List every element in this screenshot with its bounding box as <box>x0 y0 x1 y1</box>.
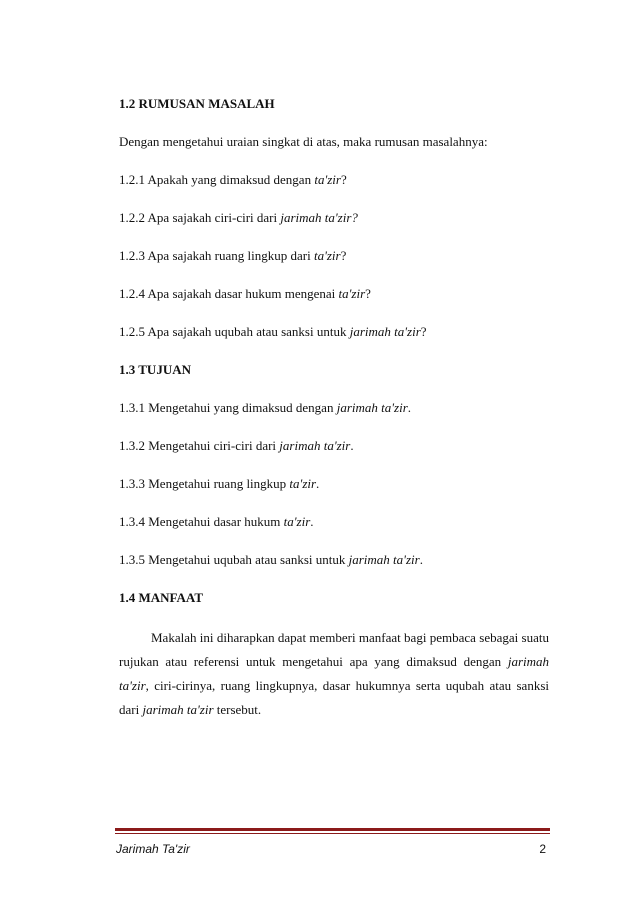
manfaat-paragraph: Makalah ini diharapkan dapat memberi manfaat bagi pembaca sebagai suatu rujukan atau referensi untuk mengetahui apa yang dimaksud dengan jarimah ta'zir, ciri-cirinya, ruang lingkupnya, dasar hukumnya serta uqubah atau sanksi dari jarimah ta'zir tersebut. <box>119 630 549 717</box>
section-heading-tujuan: 1.3 TUJUAN <box>119 362 191 377</box>
tujuan-item: 1.3.5 Mengetahui uqubah atau sanksi untuk jarimah ta'zir. <box>119 552 423 567</box>
footer-title: Jarimah Ta'zir <box>116 842 190 856</box>
section-heading-manfaat: 1.4 MANFAAT <box>119 590 204 605</box>
tujuan-item: 1.3.3 Mengetahui ruang lingkup ta'zir. <box>119 476 320 491</box>
footer-rule-thick <box>115 828 550 831</box>
rumusan-item: 1.2.4 Apa sajakah dasar hukum mengenai ta'zir? <box>119 286 371 301</box>
rumusan-item: 1.2.5 Apa sajakah uqubah atau sanksi untuk jarimah ta'zir? <box>119 324 427 339</box>
footer-rule-thin <box>115 833 550 834</box>
rumusan-item: 1.2.2 Apa sajakah ciri-ciri dari jarimah ta'zir? <box>119 210 358 225</box>
section-heading-rumusan-masalah: 1.2 RUMUSAN MASALAH <box>119 96 275 111</box>
page-number: 2 <box>539 842 546 856</box>
tujuan-item: 1.3.2 Mengetahui ciri-ciri dari jarimah ta'zir. <box>119 438 354 453</box>
tujuan-item: 1.3.4 Mengetahui dasar hukum ta'zir. <box>119 514 314 529</box>
rumusan-intro: Dengan mengetahui uraian singkat di atas, maka rumusan masalahnya: <box>119 134 488 149</box>
rumusan-item: 1.2.1 Apakah yang dimaksud dengan ta'zir? <box>119 172 347 187</box>
rumusan-item: 1.2.3 Apa sajakah ruang lingkup dari ta'zir? <box>119 248 347 263</box>
tujuan-item: 1.3.1 Mengetahui yang dimaksud dengan jarimah ta'zir. <box>119 400 412 415</box>
page-content <box>119 96 549 722</box>
